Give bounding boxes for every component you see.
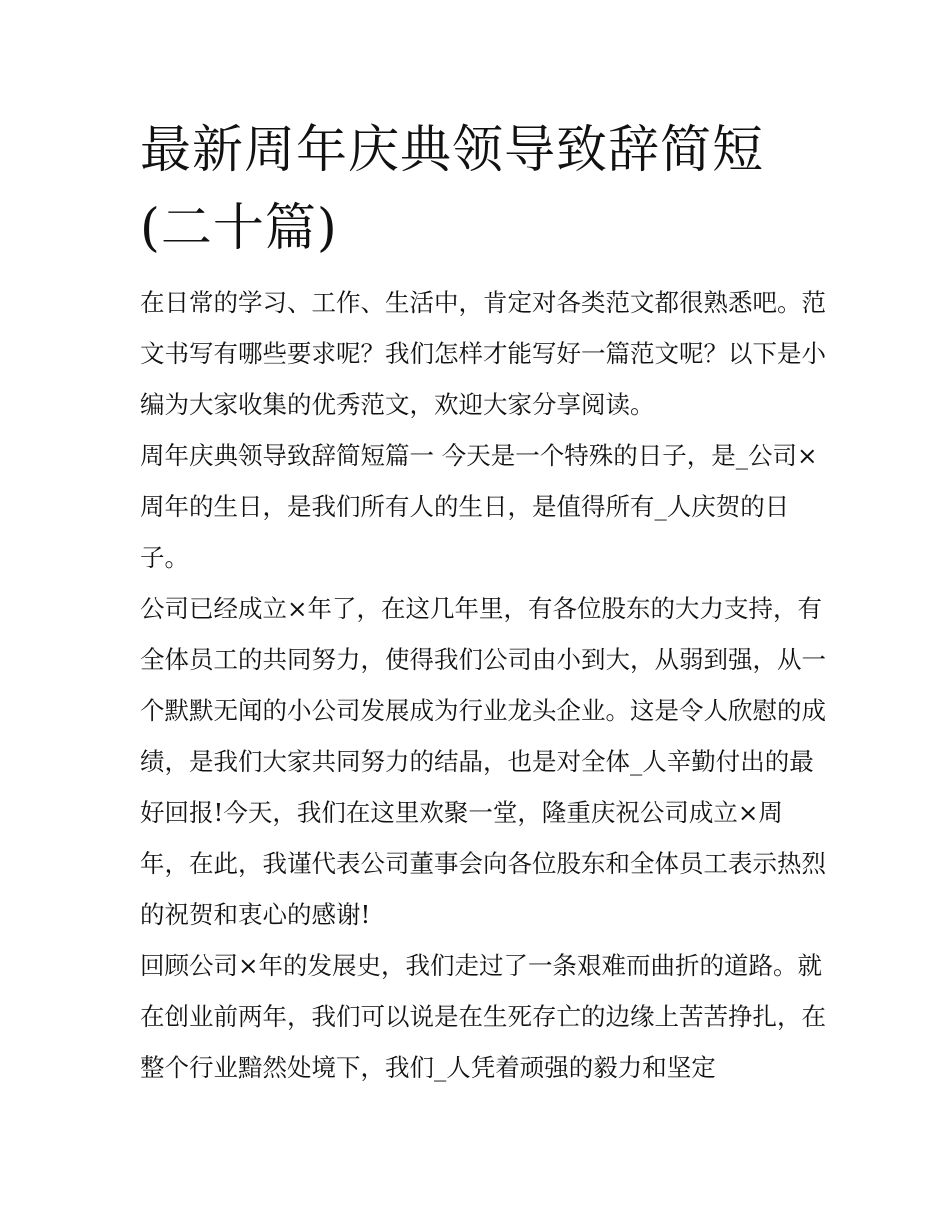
document-title: 最新周年庆典领导致辞简短(二十篇) [140, 121, 765, 258]
paragraph-company-history: 回顾公司×年的发展史，我们走过了一条艰难而曲折的道路。就在创业前两年，我们可以说是在生死存亡的边缘上苦苦挣扎，在整个行业黯然处境下，我们_人凭着顽强的毅力和坚定 [140, 951, 826, 1082]
document-body [140, 277, 830, 1093]
paragraph-speech-opening: 周年庆典领导致辞简短篇一 今天是一个特殊的日子，是_公司×周年的生日，是我们所有人的生日，是值得所有_人庆贺的日子。 [140, 441, 818, 572]
paragraph-company-growth: 公司已经成立×年了，在这几年里，有各位股东的大力支持，有全体员工的共同努力，使得我们公司由小到大，从弱到强，从一个默默无闻的小公司发展成为行业龙头企业。这是令人欣慰的成绩，是我们大家共同努力的结晶，也是对全体_人辛勤付出的最好回报!今天，我们在这里欢聚一堂，隆重庆祝公司成立×周年，在此，我谨代表公司董事会向各位股东和全体员工表示热烈的祝贺和衷心的感谢! [140, 594, 826, 929]
paragraph-intro: 在日常的学习、工作、生活中，肯定对各类范文都很熟悉吧。范文书写有哪些要求呢？我们怎样才能写好一篇范文呢？以下是小编为大家收集的优秀范文，欢迎大家分享阅读。 [140, 288, 826, 419]
